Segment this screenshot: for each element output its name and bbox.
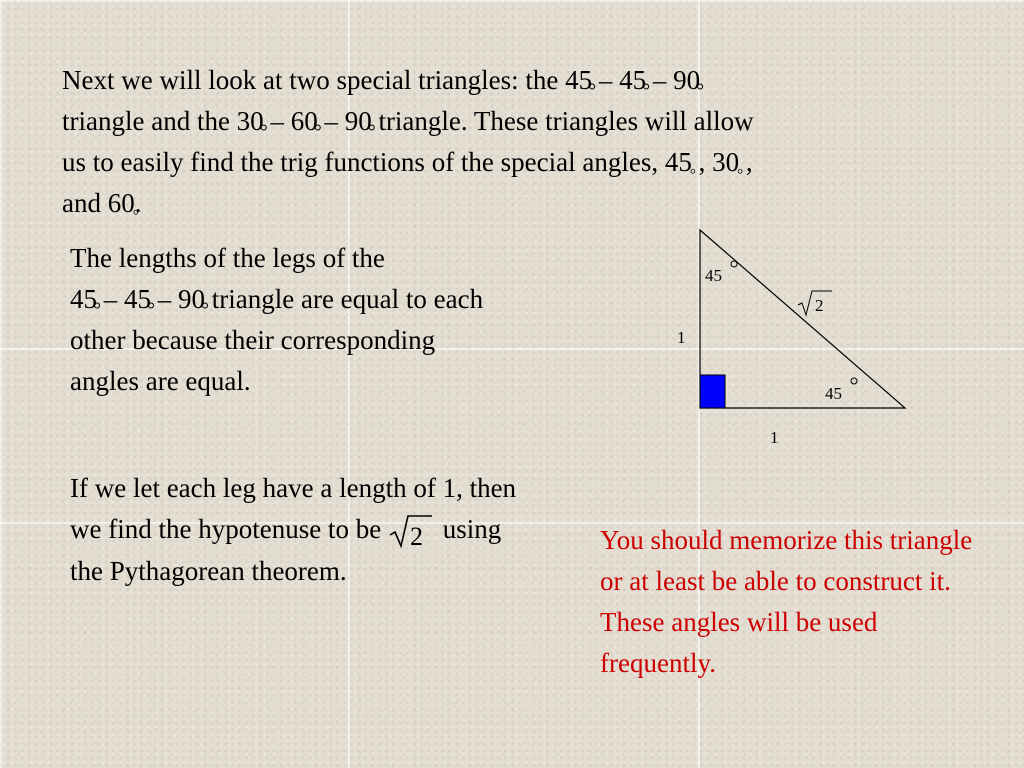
dash: – [151,284,178,314]
angle-number: 45 [619,65,647,95]
triangle-diagram [660,225,920,455]
comma: , [739,147,753,177]
angle-number: 60 [290,106,318,136]
legs-text: triangle are equal to each other because their corresponding angles are equal. [70,284,484,396]
dash: – [317,106,345,136]
memorize-note: You should memorize this triangle or at least be able to construct it. These angles will be used frequently. [600,525,973,678]
intro-text: triangle. These triangles will allow [371,106,754,136]
dash: – [97,284,124,314]
dash: – [263,106,291,136]
degree-symbol [851,378,857,384]
intro-paragraph [62,60,962,224]
angle-right-label: 45 [825,384,842,403]
hypotenuse-label: 2 [815,296,824,315]
hyp-text: using the Pythagorean theorem. [70,514,502,586]
intro-text: us to easily find the trig functions of the special angles, 45 [62,147,692,177]
sqrt-radicand: 2 [409,521,423,551]
angle-top-label: 45 [705,266,722,285]
hypotenuse-paragraph [70,468,540,592]
period: . [134,188,142,218]
grid-line [0,0,2,768]
vertical-leg-label: 1 [677,328,686,347]
legs-paragraph [70,238,500,402]
angle-number: 45 [124,284,151,314]
angle-number: , 30 [691,147,740,177]
degree-symbol [731,261,737,267]
angle-number: 45 [70,284,97,314]
legs-text: The lengths of the legs of the [70,243,385,273]
intro-text: Next we will look at two special triangles: the 45 [62,65,593,95]
square-root-icon [388,513,432,551]
dash: – [592,65,620,95]
horizontal-leg-label: 1 [770,428,779,447]
intro-text: triangle and the 30 [62,106,264,136]
angle-number: 90 [673,65,701,95]
intro-text: and 60 [62,188,135,218]
right-angle-marker [700,375,725,408]
grid-line [0,0,1024,2]
hyp-text: If we let each leg have a length of 1, then we find the hypotenuse to be [70,473,517,544]
angle-number: 90 [344,106,372,136]
triangle-outline [700,230,905,408]
dash: – [646,65,674,95]
angle-number: 90 [178,284,205,314]
